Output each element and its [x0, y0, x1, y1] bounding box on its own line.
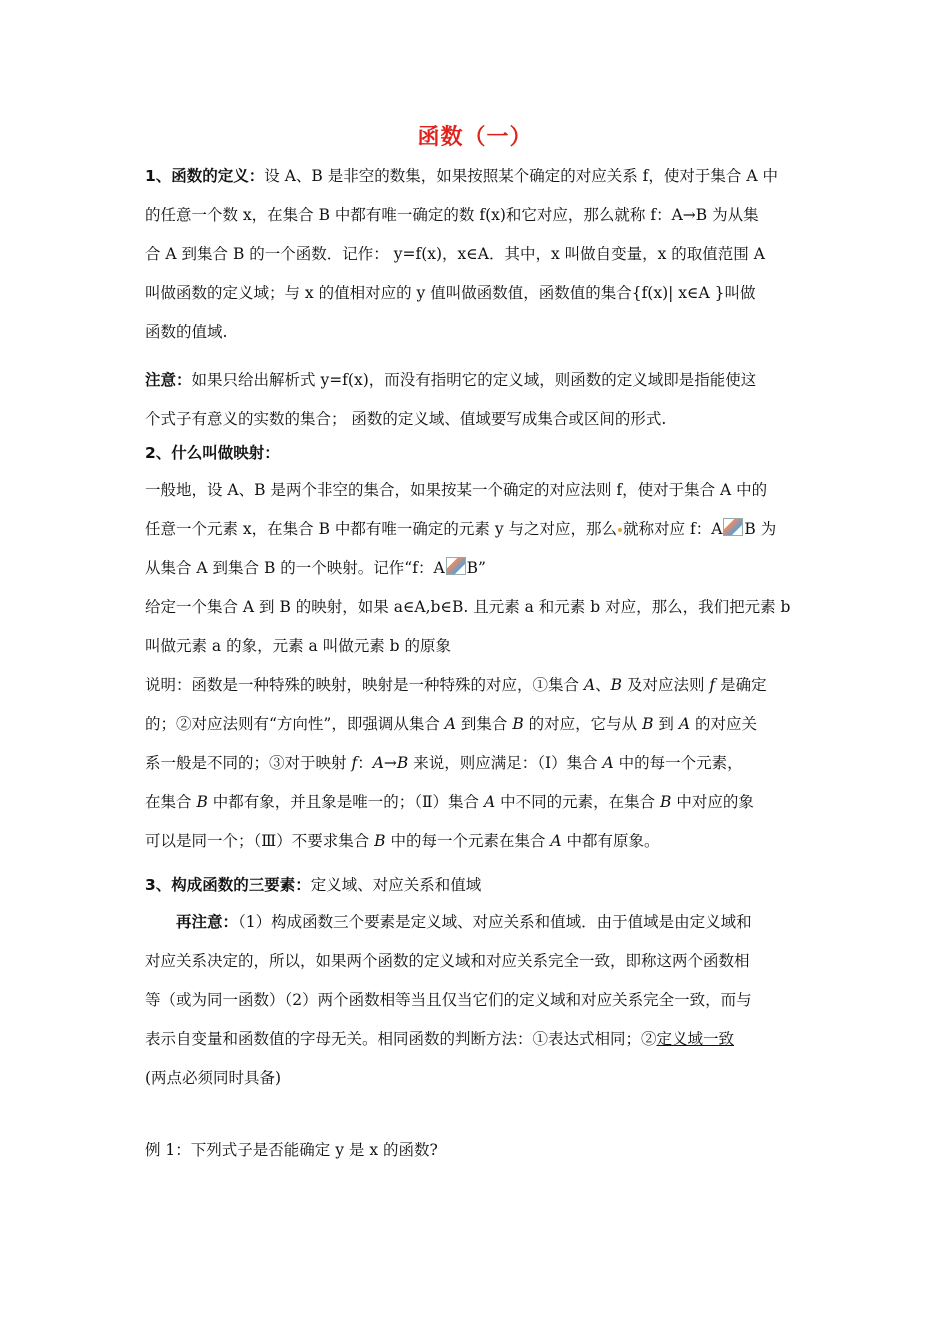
note-1-line-2: 个式子有意义的实数的集合； 函数的定义域、值域要写成集合或区间的形式. — [145, 410, 667, 428]
explanation-line-5: 可以是同一个；（Ⅲ）不要求集合 B 中的每一个元素在集合 A 中都有原象。 — [145, 832, 660, 850]
note-2-line-2: 对应关系决定的，所以，如果两个函数的定义域和对应关系完全一致，即称这两个函数相 — [145, 952, 750, 970]
section-1-line-5: 函数的值域. — [145, 323, 228, 341]
arrow-image-icon — [723, 518, 743, 536]
section-2-line-4: 给定一个集合 A 到 B 的映射，如果 a∈A,b∈B. 且元素 a 和元素 b 对应，那么，我们把元素 b — [145, 598, 791, 616]
section-2-line-5: 叫做元素 a 的象，元素 a 叫做元素 b 的原象 — [145, 637, 451, 655]
section-3-line: 3、构成函数的三要素：定义域、对应关系和值域 — [145, 876, 482, 894]
note-2 — [145, 903, 810, 1098]
section-1-line-3: 合 A 到集合 B 的一个函数．记作： y=f(x)，x∈A．其中，x 叫做自变量，x 的取值范围 A — [145, 245, 765, 263]
note-1-label: 注意： — [145, 371, 192, 389]
explanation-line-2: 的；②对应法则有“方向性”，即强调从集合 A 到集合 B 的对应，它与从 B 到 A 的对应关 — [145, 715, 757, 733]
section-2-line-1: 一般地，设 A、B 是两个非空的集合，如果按某一个确定的对应法则 f，使对于集合 A 中的 — [145, 481, 768, 499]
section-2-mapping — [145, 434, 810, 473]
explanation-line-3: 系一般是不同的；③对于映射 f：A→B 来说，则应满足：（Ⅰ）集合 A 中的每一个元素， — [145, 754, 743, 772]
underlined-condition: 定义域一致 — [656, 1030, 735, 1048]
note-2-label: 再注意： — [176, 913, 239, 931]
section-1-line-2: 的任意一个数 x，在集合 B 中都有唯一确定的数 f(x)和它对应，那么就称 f：A→B 为从集 — [145, 206, 759, 224]
explanation-line-4: 在集合 B 中都有象，并且象是唯一的；（Ⅱ）集合 A 中不同的元素，在集合 B 中对应的象 — [145, 793, 754, 811]
section-2-line-3: 从集合 A 到集合 B 的一个映射。记作“f：A B” — [145, 559, 486, 577]
section-2-line-2: 任意一个元素 x，在集合 B 中都有唯一确定的元素 y 与之对应，那么 就称对应 f：A B 为 — [145, 520, 777, 538]
section-1-line-4: 叫做函数的定义域；与 x 的值相对应的 y 值叫做函数值，函数值的集合{f(x)| x∈A }叫做 — [145, 284, 756, 302]
note-1-line-1: 注意：如果只给出解析式 y=f(x)，而没有指明它的定义域，则函数的定义域即是指能使这 — [145, 371, 757, 389]
note-1 — [145, 361, 810, 439]
note-2-line-4: 表示自变量和函数值的字母无关。相同函数的判断方法：①表达式相同；②定义域一致 — [145, 1030, 735, 1048]
section-3-heading: 3、构成函数的三要素： — [145, 876, 311, 894]
section-2-heading-line — [145, 434, 810, 473]
arrow-image-icon — [446, 557, 466, 575]
explanation — [145, 666, 810, 861]
section-1-line-1: 1、函数的定义：设 A、B 是非空的数集，如果按照某个确定的对应关系 f，使对于集合 A 中 — [145, 167, 778, 185]
example-1 — [145, 1131, 810, 1170]
explanation-line-1: 说明：函数是一种特殊的映射，映射是一种特殊的对应，①集合 A、B 及对应法则 f 是确定 — [145, 676, 767, 694]
page-title: 函数（一） — [417, 125, 533, 150]
section-1-definition — [145, 157, 810, 352]
section-1-heading: 1、函数的定义： — [145, 167, 265, 185]
note-2-line-3: 等（或为同一函数）（2）两个函数相等当且仅当它们的定义域和对应关系完全一致，而与 — [145, 991, 752, 1009]
section-3-elements — [145, 866, 810, 905]
example-1-text: 例 1：下列式子是否能确定 y 是 x 的函数? — [145, 1141, 438, 1159]
note-2-line-5: (两点必须同时具备) — [145, 1069, 282, 1087]
section-2-heading: 2、什么叫做映射： — [145, 444, 280, 462]
section-2-body — [145, 471, 810, 666]
note-2-line-1: 再注意：（1）构成函数三个要素是定义域、对应关系和值域．由于值域是由定义域和 — [176, 913, 752, 931]
image-placeholder-dot — [618, 528, 622, 532]
